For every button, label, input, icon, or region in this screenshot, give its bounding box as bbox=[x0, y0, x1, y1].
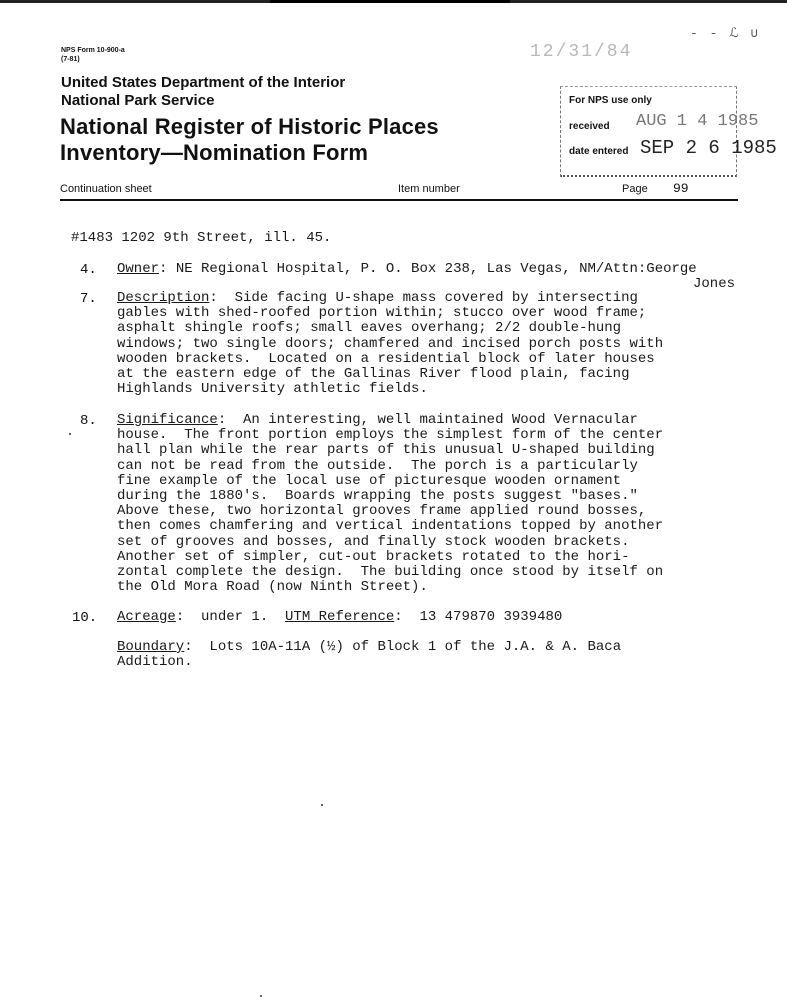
significance-line: hall plan while the rear parts of this unusual U-shaped building bbox=[117, 442, 655, 459]
record-header: #1483 1202 9th Street, ill. 45. bbox=[71, 230, 332, 246]
owner-label: Owner bbox=[117, 261, 160, 277]
significance-line: : An interesting, well maintained Wood Vernacular bbox=[217, 412, 638, 428]
acreage-label: Acreage bbox=[117, 609, 176, 625]
form-id bbox=[61, 46, 125, 64]
significance-line: the Old Mora Road (now Ninth Street). bbox=[117, 579, 428, 596]
date-entered-label: date entered bbox=[569, 146, 629, 157]
received-label: received bbox=[569, 121, 610, 132]
scan-speck bbox=[260, 995, 262, 997]
description-line: at the eastern edge of the Gallinas River flood plain, facing bbox=[117, 366, 630, 383]
owner-entry bbox=[117, 262, 747, 292]
owner-number: 4. bbox=[80, 262, 97, 278]
utm-value: : 13 479870 3939480 bbox=[394, 609, 563, 625]
date-entered-stamp: SEP 2 6 1985 bbox=[640, 137, 777, 159]
form-id-line1: NPS Form 10-900-a bbox=[61, 47, 125, 54]
form-title-line1: National Register of Historic Places bbox=[60, 114, 439, 139]
continuation-sheet-label: Continuation sheet bbox=[60, 183, 152, 195]
agency-department: United States Department of the Interior bbox=[61, 74, 346, 91]
description-line: : Side facing U-shape mass covered by intersecting bbox=[209, 290, 638, 306]
significance-line: set of grooves and bosses, and finally stock wooden brackets. bbox=[117, 533, 630, 550]
significance-line: then comes chamfering and vertical indentations topped by another bbox=[117, 518, 664, 535]
significance-line: fine example of the local use of picturesque wooden ornament bbox=[117, 472, 622, 489]
page-number: 99 bbox=[673, 181, 689, 196]
scan-speck bbox=[69, 433, 71, 435]
faint-stamp: 12/31/84 bbox=[530, 42, 633, 62]
significance-line: Above these, two horizontal grooves frame applied round bosses, bbox=[117, 503, 647, 520]
acreage-value: : under 1. bbox=[175, 609, 286, 625]
header-rule bbox=[60, 199, 738, 201]
acreage-entry bbox=[117, 610, 747, 625]
page-label: Page bbox=[622, 183, 648, 195]
boundary-label: Boundary bbox=[117, 639, 185, 655]
description-line: asphalt shingle roofs; small eaves overhang; 2/2 double-hung bbox=[117, 320, 622, 337]
significance-line: can not be read from the outside. The porch is a particularly bbox=[117, 457, 638, 474]
significance-line: house. The front portion employs the simplest form of the center bbox=[117, 427, 664, 444]
description-label: Description bbox=[117, 290, 210, 306]
description-line: Highlands University athletic fields. bbox=[117, 381, 428, 398]
form-id-line2: (7-81) bbox=[61, 56, 80, 63]
boundary-entry bbox=[117, 640, 747, 670]
nps-use-heading: For NPS use only bbox=[569, 95, 652, 106]
form-title-line2: Inventory—Nomination Form bbox=[60, 140, 369, 165]
utm-label: UTM Reference bbox=[285, 609, 395, 625]
significance-number: 8. bbox=[80, 413, 97, 429]
item-number-label: Item number bbox=[398, 183, 460, 195]
description-line: gables with shed-roofed portion within; stucco over wood frame; bbox=[117, 305, 647, 322]
acreage-number: 10. bbox=[72, 610, 98, 626]
significance-entry bbox=[117, 413, 747, 595]
description-line: windows; two single doors; chamfered and incised porch posts with bbox=[117, 335, 664, 352]
description-number: 7. bbox=[80, 291, 97, 307]
description-line: wooden brackets. Located on a residential block of later houses bbox=[117, 350, 655, 367]
significance-line: zontal complete the design. The building once stood by itself on bbox=[117, 564, 664, 581]
description-entry bbox=[117, 291, 747, 397]
received-stamp: AUG 1 4 1985 bbox=[636, 112, 759, 131]
top-edge-rule-dark bbox=[270, 0, 510, 3]
significance-label: Significance bbox=[117, 412, 218, 428]
scan-speck bbox=[321, 804, 323, 806]
owner-line1: : NE Regional Hospital, P. O. Box 238, Las Vegas, NM/Attn:George bbox=[159, 261, 697, 277]
boundary-line1: : Lots 10A-11A (½) of Block 1 of the J.A. & A. Baca bbox=[184, 639, 622, 655]
boundary-line2: Addition. bbox=[117, 654, 193, 671]
agency-service: National Park Service bbox=[61, 92, 215, 109]
corner-mark: - - ℒ ∪ bbox=[690, 26, 761, 41]
significance-line: during the 1880's. Boards wrapping the posts suggest "bases." bbox=[117, 488, 638, 505]
owner-line2: Jones bbox=[692, 276, 735, 293]
significance-line: Another set of simpler, cut-out brackets rotated to the hori- bbox=[117, 548, 630, 565]
